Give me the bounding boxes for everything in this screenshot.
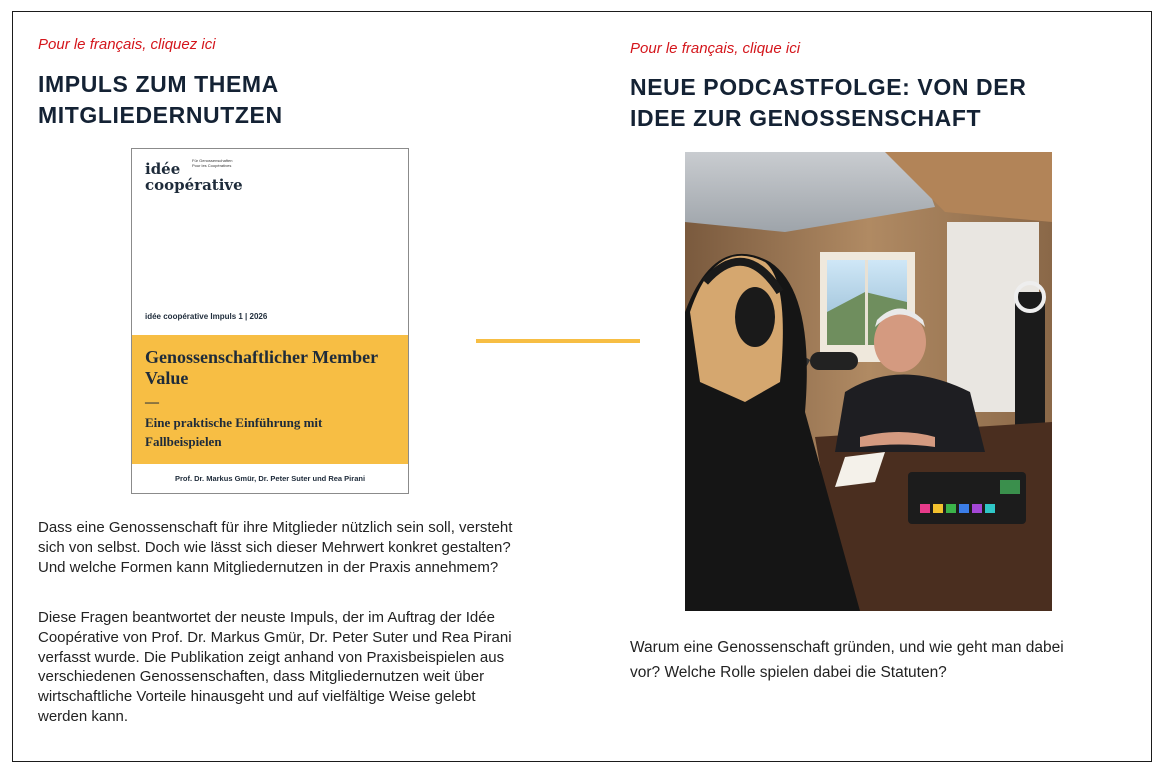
impuls-heading-line2: MITGLIEDERNUTZEN [38, 102, 283, 128]
tagline-line2: Pour les Coopératives [192, 163, 232, 168]
impuls-paragraph-2: Diese Fragen beantwortet der neuste Impuls, der im Auftrag der Idée Coopérative von Prof. Dr. Markus Gmür, Dr. Peter Suter und Rea Pirani verfasst wurde. Die Publikation zeigt anhand von Praxisbeispielen aus verschiedenen Genossenschaften, dass Mitgliedernutzen weit über wirtschaftliche Vorteile hinausgeht und auf vielfältige Weise gelebt werden kann. [38, 609, 512, 725]
logo-line2: coopérative [145, 176, 243, 194]
podcast-heading [630, 72, 1026, 134]
podcast-heading-line1: NEUE PODCASTFOLGE: VON DER [630, 74, 1027, 100]
yellow-divider [476, 339, 640, 343]
tagline-line1: Für Genossenschaften [192, 158, 233, 163]
cover-dash: — [145, 395, 159, 410]
podcast-photo[interactable] [685, 152, 1052, 611]
cover-subtitle: Eine praktische Einführung mit Fallbeispielen [145, 415, 323, 449]
french-link-right[interactable]: Pour le français, clique ici [630, 40, 801, 57]
french-link-left[interactable]: Pour le français, cliquez ici [38, 36, 216, 53]
podcast-heading-line2: IDEE ZUR GENOSSENSCHAFT [630, 105, 982, 131]
impuls-heading-line1: IMPULS ZUM THEMA [38, 71, 279, 97]
cover-authors: Prof. Dr. Markus Gmür, Dr. Peter Suter und Rea Pirani [174, 474, 366, 483]
impuls-paragraph-1: Dass eine Genossenschaft für ihre Mitglieder nützlich sein soll, versteht sich von selbst. Doch wie lässt sich dieser Mehrwert konkret gestalten? Und welche Formen kann Mitgliedernutzen in der Praxis annehmem? [38, 519, 513, 576]
cover-series-label: idée coopérative Impuls 1 | 2026 [145, 312, 268, 321]
publication-cover-image[interactable] [131, 148, 409, 494]
cover-title: Genossenschaftlicher Member Value [145, 347, 378, 388]
podcast-paragraph: Warum eine Genossenschaft gründen, und wie geht man dabei vor? Welche Rolle spielen dabei die Statuten? [630, 639, 1064, 681]
logo-line1: idée [145, 160, 181, 178]
logo-tagline [192, 158, 232, 168]
impuls-heading [38, 69, 283, 131]
cover-title-band [132, 335, 408, 464]
